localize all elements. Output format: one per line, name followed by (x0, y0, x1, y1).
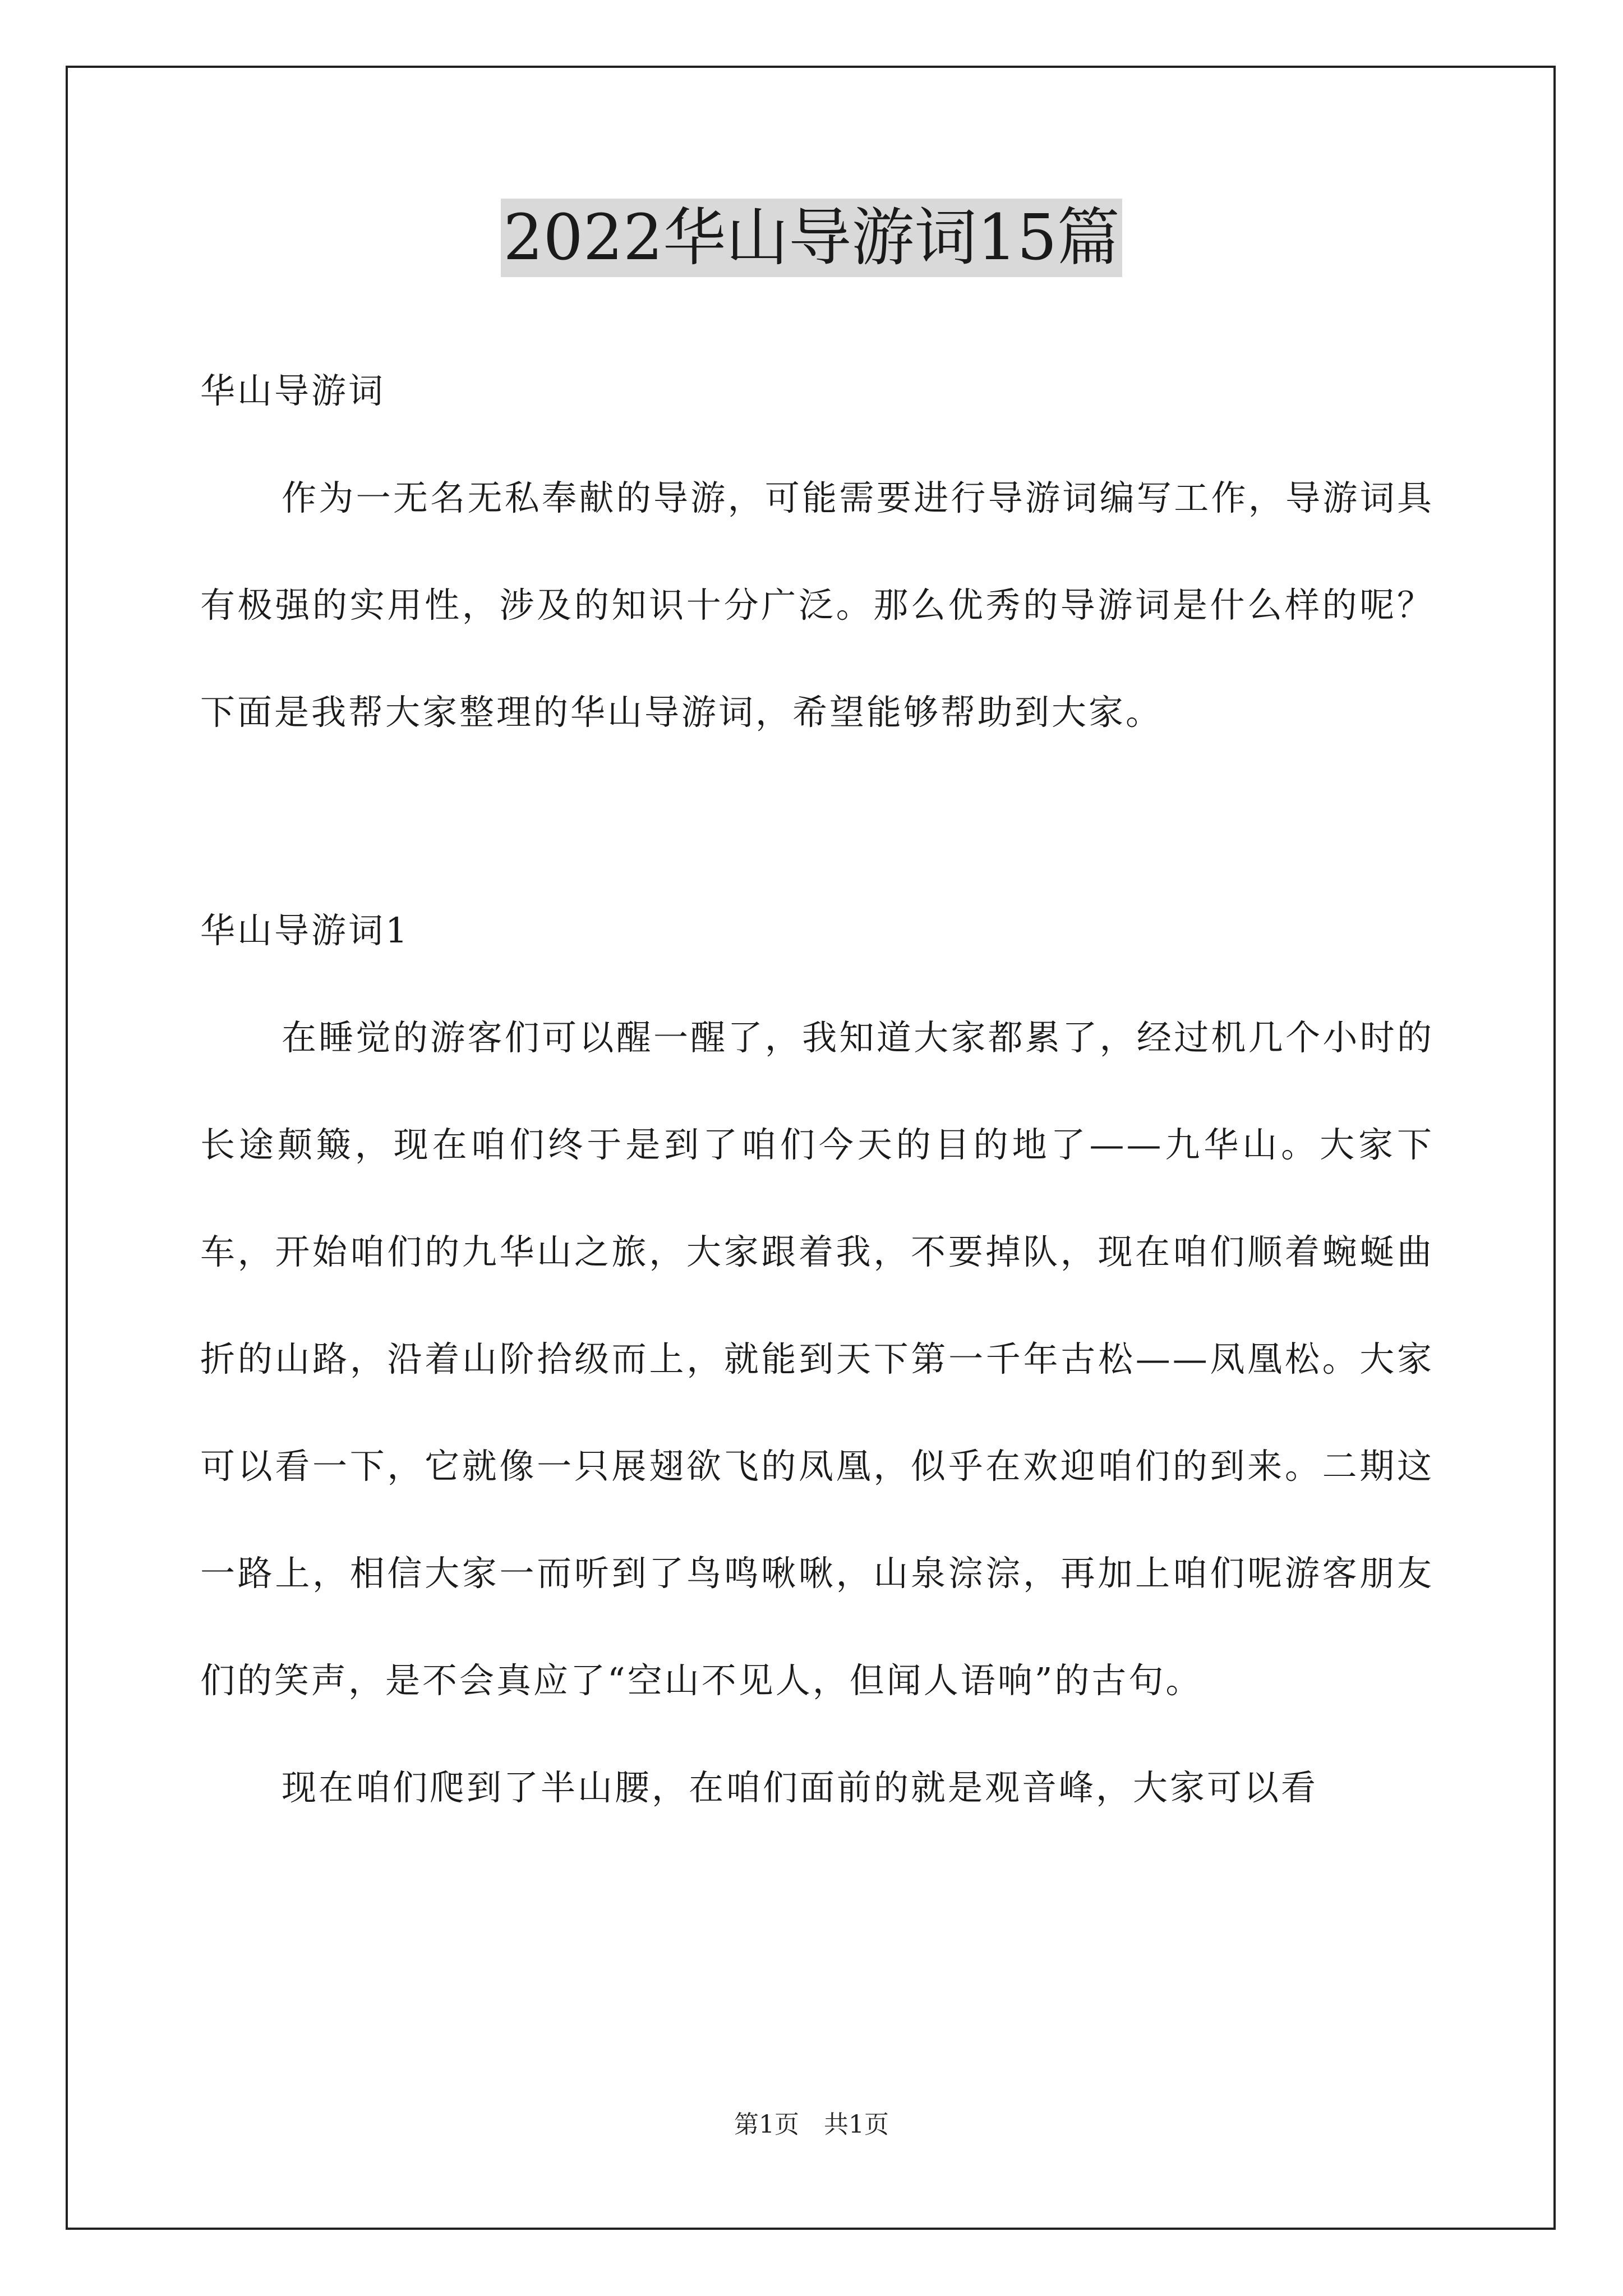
document-body (200, 337, 1434, 1841)
section-spacer (200, 766, 1434, 877)
section1-heading: 华山导游词1 (200, 910, 410, 951)
page-footer: 第1页 共1页 (734, 2110, 889, 2139)
intro-paragraph: 作为一无名无私奉献的导游，可能需要进行导游词编写工作，导游词具有极强的实用性，涉及的知识十分广泛。那么优秀的导游词是什么样的呢？下面是我帮大家整理的华山导游词，希望能够帮助到大家。 (200, 477, 1434, 733)
section1-paragraph-1: 在睡觉的游客们可以醒一醒了，我知道大家都累了，经过机几个小时的长途颠簸，现在咱们终于是到了咱们今天的目的地了——九华山。大家下车，开始咱们的九华山之旅，大家跟着我，不要掉队，现在咱们顺着蜿蜒曲折的山路，沿着山阶拾级而上，就能到天下第一千年古松——凤凰松。大家可以看一下，它就像一只展翅欲飞的凤凰，似乎在欢迎咱们的到来。二期这一路上，相信大家一而听到了鸟鸣啾啾，山泉淙淙，再加上咱们呢游客朋友们的笑声，是不会真应了“空山不见人，但闻人语响”的古句。 (200, 1017, 1434, 1701)
intro-heading: 华山导游词 (200, 370, 386, 411)
section1-paragraph-2: 现在咱们爬到了半山腰，在咱们面前的就是观音峰，大家可以看 (282, 1767, 1318, 1808)
title-container (0, 199, 1623, 277)
document-title: 2022华山导游词15篇 (501, 199, 1122, 277)
